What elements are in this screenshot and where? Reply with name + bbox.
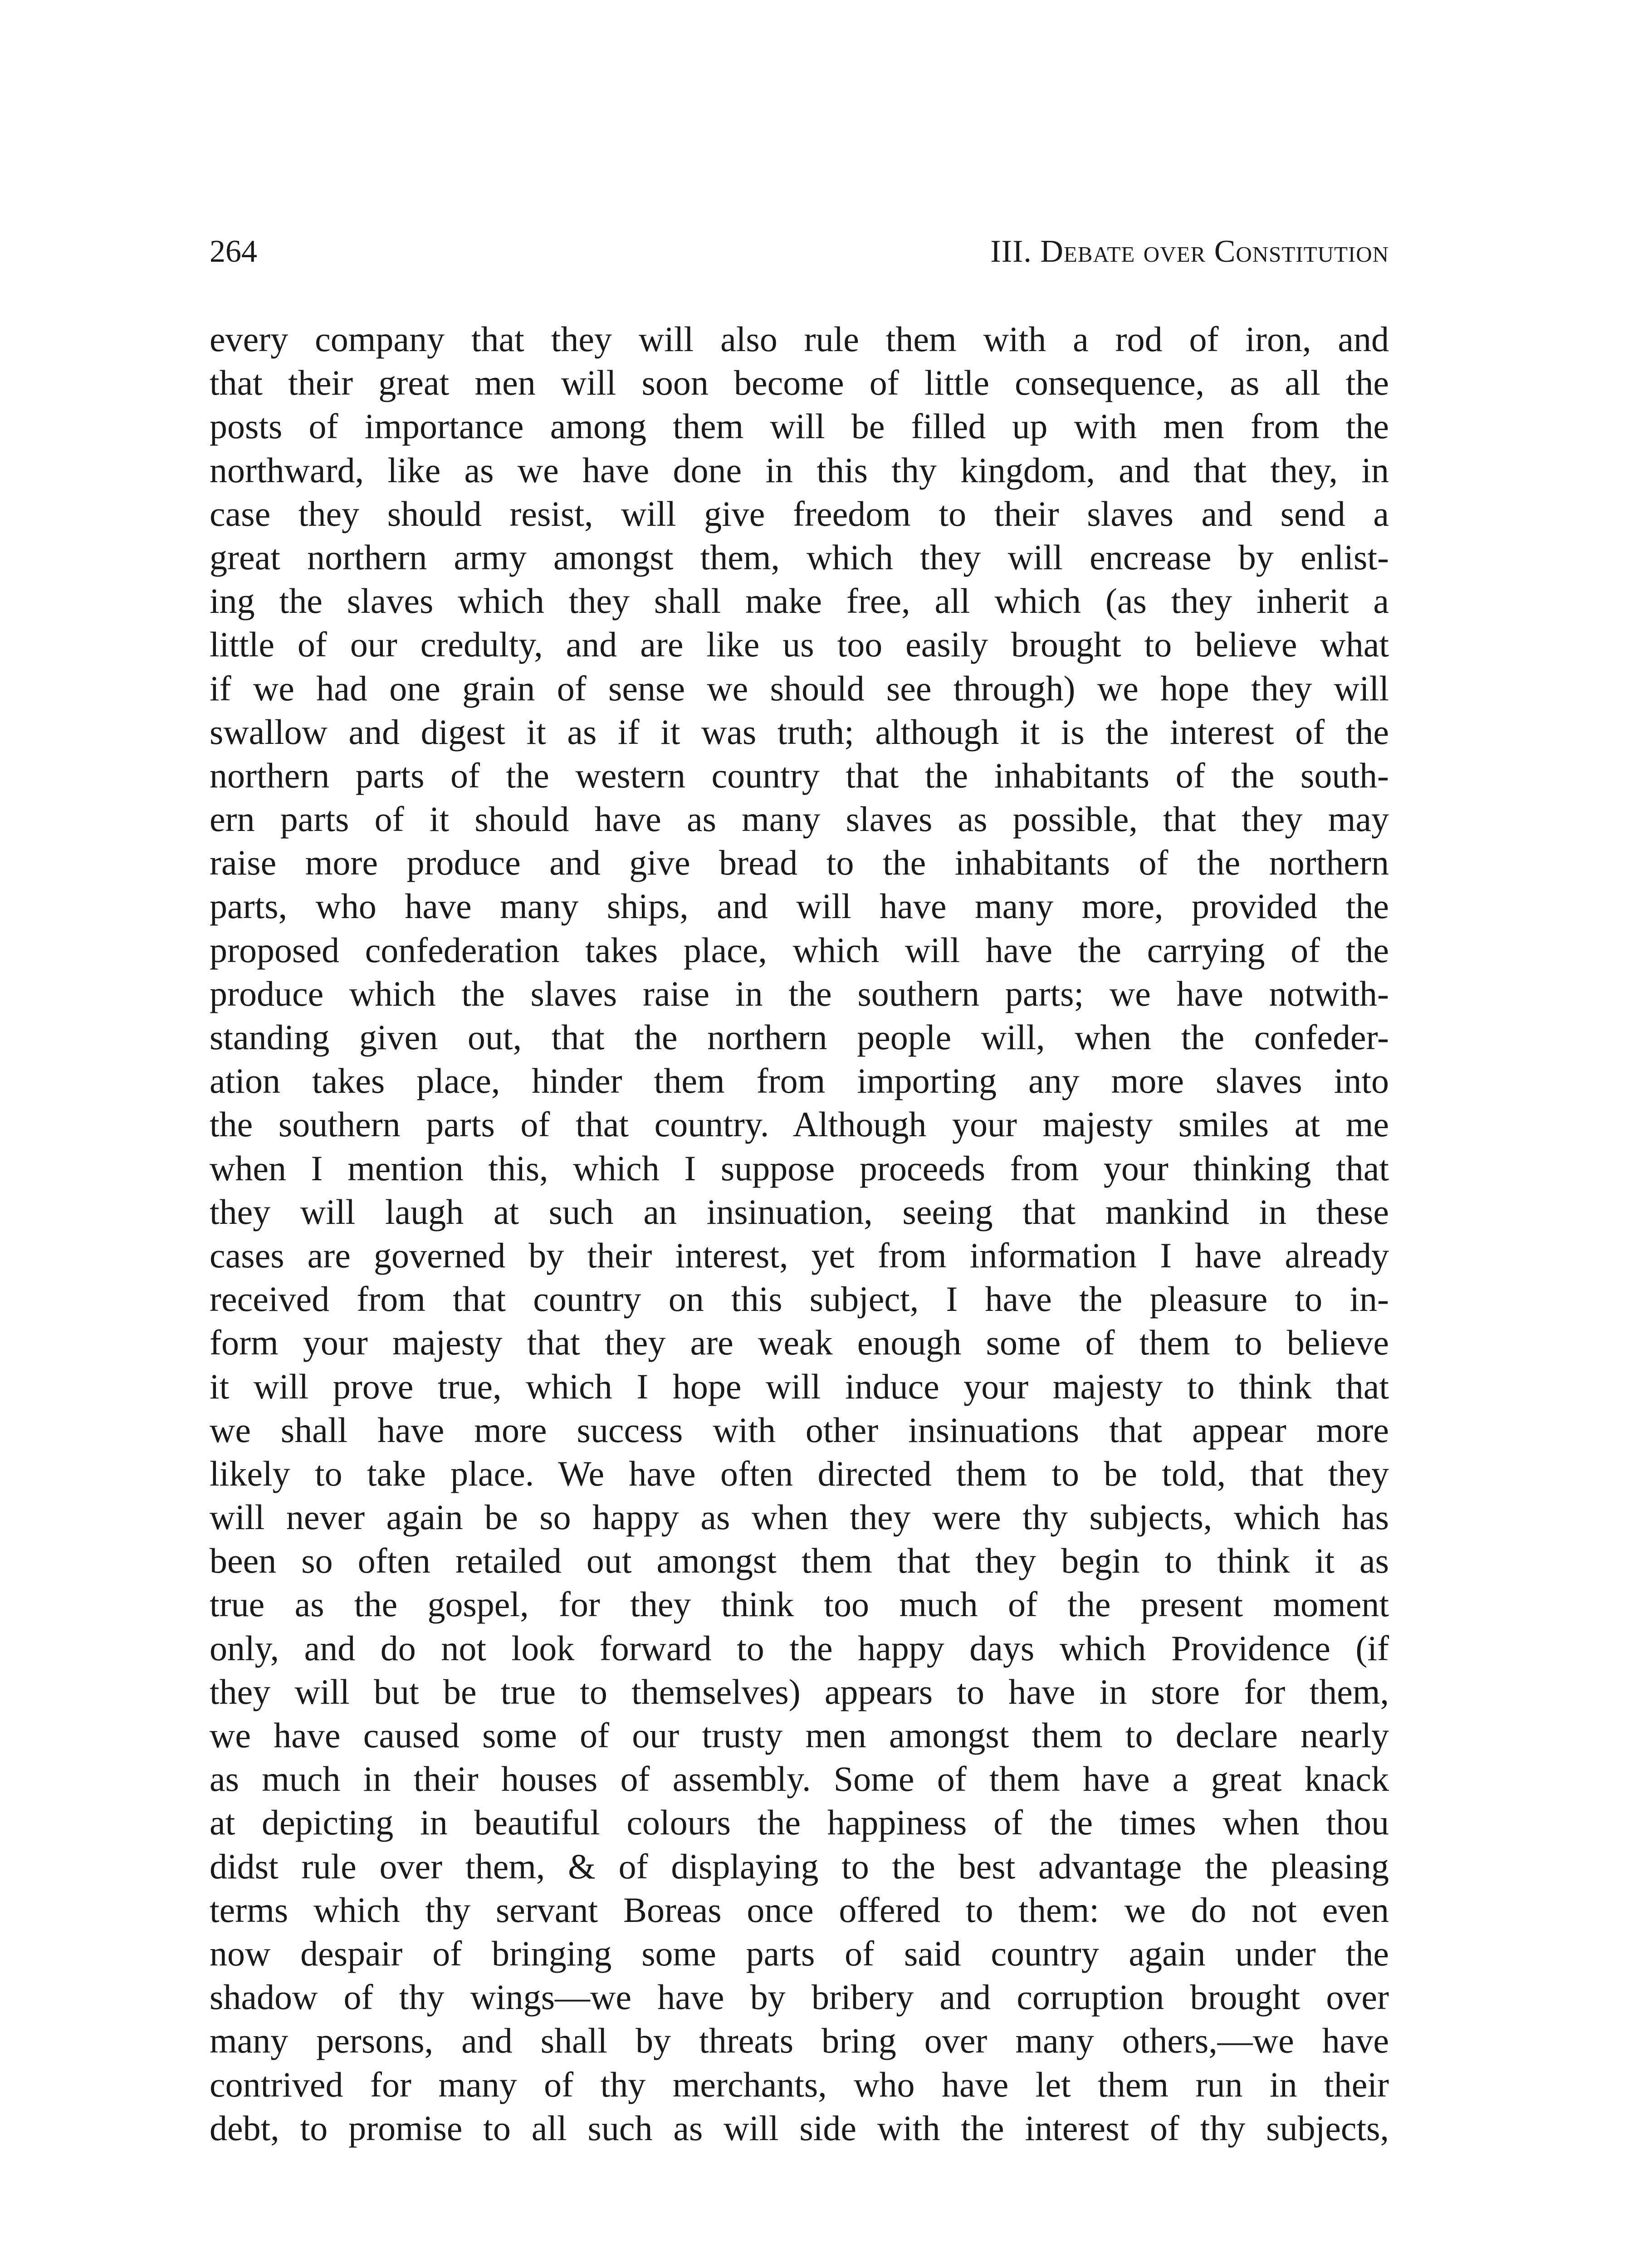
text-line: they will but be true to themselves) appears to have in store for them, <box>210 1672 1389 1711</box>
text-line: contrived for many of thy merchants, who have let them run in their <box>210 2064 1389 2104</box>
text-line: true as the gospel, for they think too much of the present moment <box>210 1584 1389 1624</box>
text-line: proposed confederation takes place, which will have the carrying of the <box>210 930 1389 970</box>
text-line: debt, to promise to all such as will side with the interest of thy subjects, <box>210 2108 1389 2148</box>
text-line: ation takes place, hinder them from importing any more slaves into <box>210 1061 1389 1101</box>
body-text <box>210 318 1389 2150</box>
text-line: likely to take place. We have often directed them to be told, that they <box>210 1453 1389 1493</box>
text-line: swallow and digest it as if it was truth; although it is the interest of the <box>210 712 1389 752</box>
text-line: the southern parts of that country. Although your majesty smiles at me <box>210 1105 1389 1144</box>
text-line: will never again be so happy as when they were thy subjects, which has <box>210 1497 1389 1537</box>
text-line: standing given out, that the northern people will, when the confeder- <box>210 1017 1389 1057</box>
chapter-title: III. Debate over Constitution <box>990 234 1389 269</box>
text-line: ing the slaves which they shall make free, all which (as they inherit a <box>210 581 1389 621</box>
text-line: ern parts of it should have as many slaves as possible, that they may <box>210 799 1389 839</box>
text-line: received from that country on this subject, I have the pleasure to in- <box>210 1279 1389 1319</box>
text-line: only, and do not look forward to the happy days which Providence (if <box>210 1628 1389 1668</box>
text-line: didst rule over them, & of displaying to the best advantage the pleasing <box>210 1846 1389 1886</box>
text-line: form your majesty that they are weak enough some of them to believe <box>210 1323 1389 1363</box>
text-line: raise more produce and give bread to the inhabitants of the northern <box>210 843 1389 883</box>
text-line: northern parts of the western country that the inhabitants of the south- <box>210 755 1389 795</box>
text-line: every company that they will also rule them with a rod of iron, and <box>210 319 1389 359</box>
text-line: been so often retailed out amongst them that they begin to think it as <box>210 1541 1389 1581</box>
text-line: it will prove true, which I hope will induce your majesty to think that <box>210 1366 1389 1406</box>
text-line: northward, like as we have done in this thy kingdom, and that they, in <box>210 450 1389 490</box>
page-number: 264 <box>210 234 257 269</box>
text-line: they will laugh at such an insinuation, seeing that mankind in these <box>210 1192 1389 1232</box>
running-head <box>210 227 1389 277</box>
text-line: shadow of thy wings—we have by bribery and corruption brought over <box>210 1977 1389 2017</box>
text-line: great northern army amongst them, which they will encrease by enlist- <box>210 537 1389 577</box>
text-line: case they should resist, will give freedom to their slaves and send a <box>210 494 1389 533</box>
text-line: produce which the slaves raise in the southern parts; we have notwith- <box>210 973 1389 1013</box>
text-line: posts of importance among them will be filled up with men from the <box>210 406 1389 446</box>
text-line: if we had one grain of sense we should see through) we hope they will <box>210 668 1389 708</box>
text-line: cases are governed by their interest, yet from information I have already <box>210 1235 1389 1275</box>
text-line: terms which thy servant Boreas once offered to them: we do not even <box>210 1890 1389 1930</box>
text-line: that their great men will soon become of little consequence, as all the <box>210 363 1389 403</box>
text-line: little of our credulty, and are like us too easily brought to believe what <box>210 625 1389 665</box>
text-line: parts, who have many ships, and will have many more, provided the <box>210 886 1389 926</box>
text-line: we have caused some of our trusty men amongst them to declare nearly <box>210 1716 1389 1755</box>
text-line: many persons, and shall by threats bring over many others,—we have <box>210 2021 1389 2061</box>
text-line: as much in their houses of assembly. Some of them have a great knack <box>210 1759 1389 1799</box>
text-line: we shall have more success with other insinuations that appear more <box>210 1410 1389 1450</box>
text-line: now despair of bringing some parts of said country again under the <box>210 1933 1389 1973</box>
text-line: at depicting in beautiful colours the happiness of the times when thou <box>210 1803 1389 1843</box>
text-line: when I mention this, which I suppose proceeds from your thinking that <box>210 1148 1389 1188</box>
